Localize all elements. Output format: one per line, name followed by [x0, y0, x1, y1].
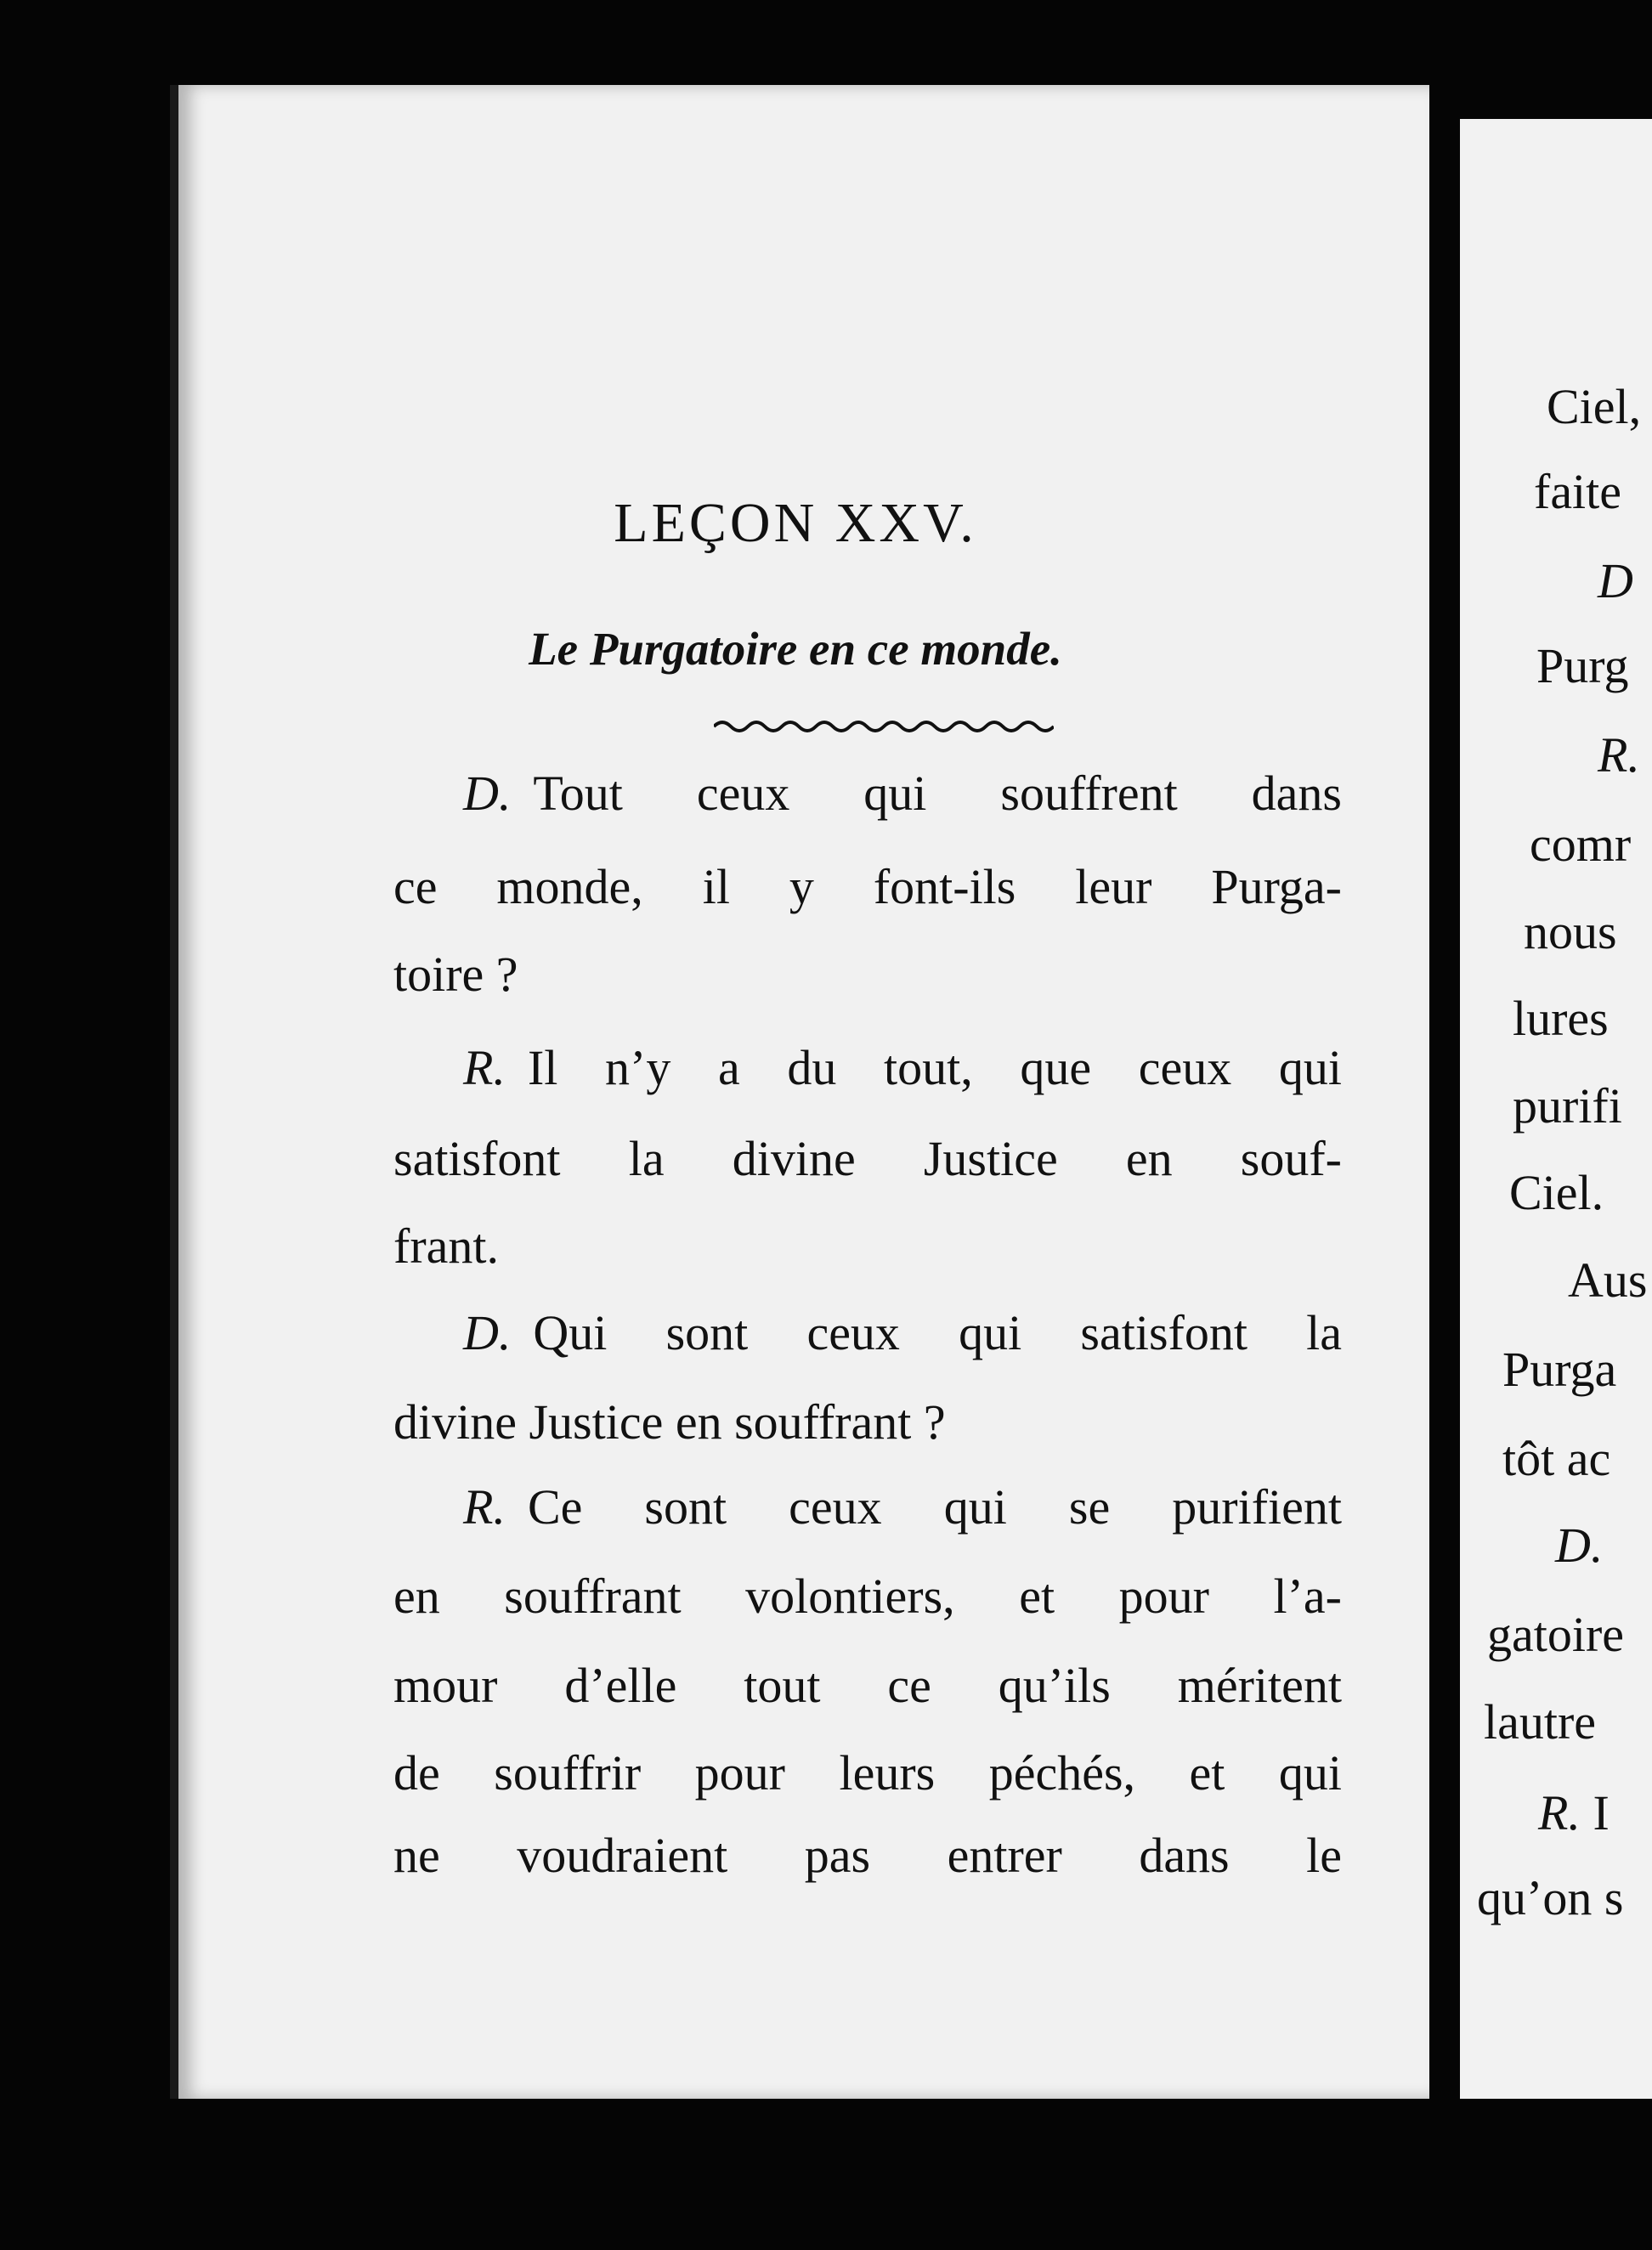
- right-text-line: D.: [1555, 1518, 1604, 1573]
- text-line: R. Ce sont ceux qui se purifient: [463, 1479, 1342, 1535]
- lesson-subtitle: Le Purgatoire en ce monde.: [529, 623, 1062, 675]
- text-line: D. Tout ceux qui souffrent dans: [463, 766, 1342, 821]
- text-line: mour d’elle tout ce qu’ils méritent: [393, 1658, 1342, 1713]
- right-text-line: R.: [1598, 727, 1640, 783]
- text-line: D. Qui sont ceux qui satisfont la: [463, 1305, 1342, 1360]
- right-text-line: comr: [1530, 817, 1632, 872]
- text-line: ne voudraient pas entrer dans le: [393, 1828, 1342, 1883]
- text-line: satisfont la divine Justice en souf-: [393, 1131, 1342, 1186]
- right-text-line: lures: [1513, 991, 1609, 1046]
- lesson-title: LEÇON XXV.: [614, 492, 977, 554]
- right-text-line: tôt ac: [1502, 1431, 1611, 1486]
- text-line: toire ?: [393, 947, 518, 1002]
- right-text-line: Ciel.: [1509, 1165, 1604, 1220]
- wavy-ornament: [714, 714, 1054, 739]
- text-line: divine Justice en souffrant ?: [393, 1394, 946, 1450]
- text-line: en souffrant volontiers, et pour l’a-: [393, 1569, 1342, 1624]
- text-line: R. Il n’y a du tout, que ceux qui: [463, 1040, 1342, 1095]
- text-line: ce monde, il y font-ils leur Purga-: [393, 859, 1342, 914]
- right-text-line: Ciel,: [1547, 379, 1642, 434]
- right-text-line: faite: [1534, 464, 1622, 519]
- right-text-line: D: [1598, 553, 1633, 608]
- right-text-line: Purg: [1536, 638, 1629, 693]
- right-text-line: lautre: [1484, 1694, 1597, 1750]
- right-text-line: Purga: [1502, 1342, 1617, 1397]
- right-text-line: Aus: [1568, 1252, 1648, 1308]
- right-text-line: gatoire: [1487, 1607, 1625, 1662]
- right-text-line: nous: [1524, 904, 1617, 959]
- text-line: de souffrir pour leurs péchés, et qui: [393, 1745, 1342, 1801]
- right-text-line: purifi: [1513, 1078, 1622, 1133]
- text-line: frant.: [393, 1218, 499, 1274]
- right-text-line: qu’on s: [1477, 1870, 1624, 1925]
- right-text-line: R. I: [1538, 1785, 1610, 1840]
